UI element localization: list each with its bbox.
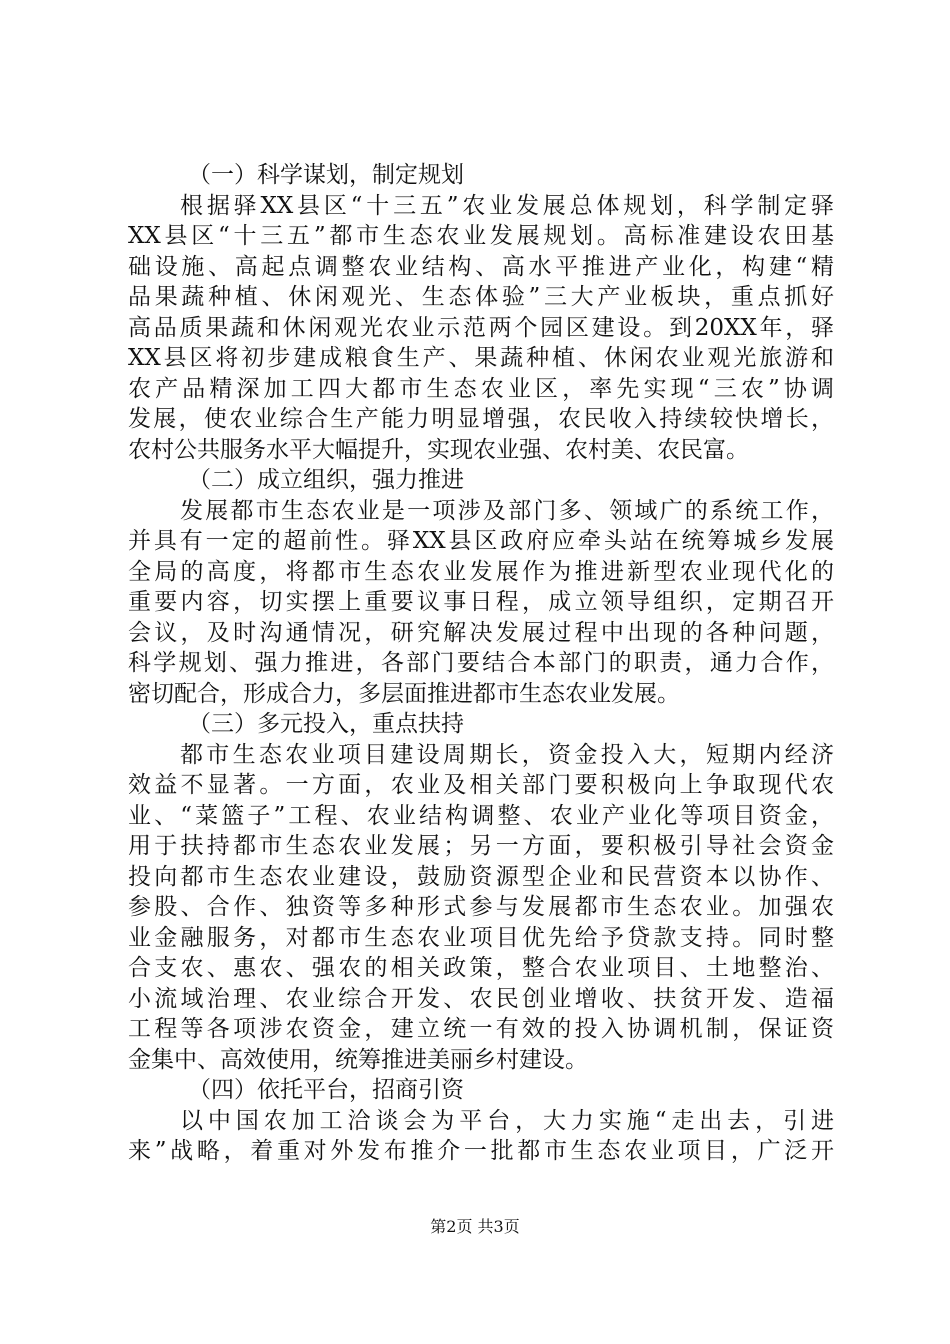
paragraph-line: 来”战略，着重对外发布推介一批都市生态农业项目，广泛开 [128,1138,834,1164]
paragraph-line: 密切配合，形成合力，多层面推进都市生态农业发展。 [128,680,680,707]
paragraph-line: 根据驿XX县区“十三五”农业发展总体规划，科学制定驿 [180,192,834,219]
section-heading: （二）成立组织，强力推进 [188,467,464,493]
paragraph-line: 参股、合作、独资等多种形式参与发展都市生态农业。加强农 [128,894,834,920]
paragraph-line: 础设施、高起点调整农业结构、高水平推进产业化，构建“精 [128,253,834,280]
paragraph-line: 效益不显著。一方面，农业及相关部门要积极向上争取现代农 [128,772,834,798]
paragraph-line: 小流域治理、农业综合开发、农民创业增收、扶贫开发、造福 [128,985,834,1012]
paragraph-line: XX县区将初步建成粮食生产、果蔬种植、休闲农业观光旅游和 [128,345,834,371]
document-body [128,160,834,1167]
section-heading: （四）依托平台，招商引资 [188,1077,464,1103]
paragraph-line: XX县区“十三五”都市生态农业发展规划。高标准建设农田基 [128,223,834,249]
paragraph-line: 并具有一定的超前性。驿XX县区政府应牵头站在统筹城乡发展 [128,528,834,554]
paragraph-line: 发展，使农业综合生产能力明显增强，农民收入持续较快增长， [128,406,834,432]
paragraph-line: 业、“菜篮子”工程、农业结构调整、农业产业化等项目资金， [128,802,834,829]
paragraph-line: 发展都市生态农业是一项涉及部门多、领域广的系统工作， [180,497,834,524]
paragraph-line: 合支农、惠农、强农的相关政策，整合农业项目、土地整治、 [128,955,834,981]
paragraph-line: 会议，及时沟通情况，研究解决发展过程中出现的各种问题， [128,619,834,646]
paragraph-line: 农村公共服务水平大幅提升，实现农业强、农村美、农民富。 [128,436,749,463]
paragraph-line: 全局的高度，将都市生态农业发展作为推进新型农业现代化的 [128,558,834,585]
page-footer: 第2页 共3页 [430,1217,520,1236]
section-heading: （三）多元投入，重点扶持 [188,711,464,737]
paragraph-line: 重要内容，切实摆上重要议事日程，成立领导组织，定期召开 [128,589,834,615]
paragraph-line: 以中国农加工洽谈会为平台，大力实施“走出去，引进 [180,1107,834,1134]
section-heading: （一）科学谋划，制定规划 [188,162,464,188]
paragraph-line: 都市生态农业项目建设周期长，资金投入大，短期内经济 [180,741,834,768]
paragraph-line: 科学规划、强力推进，各部门要结合本部门的职责，通力合作， [128,650,834,676]
paragraph-line: 农产品精深加工四大都市生态农业区，率先实现“三农”协调 [128,375,834,402]
paragraph-line: 投向都市生态农业建设，鼓励资源型企业和民营资本以协作、 [128,863,834,890]
paragraph-line: 工程等各项涉农资金，建立统一有效的投入协调机制，保证资 [128,1016,834,1042]
paragraph-line: 品果蔬种植、休闲观光、生态体验”三大产业板块，重点抓好 [128,284,834,310]
paragraph-line: 业金融服务，对都市生态农业项目优先给予贷款支持。同时整 [128,924,834,951]
paragraph-line: 金集中、高效使用，统筹推进美丽乡村建设。 [128,1046,588,1073]
paragraph-line: 高品质果蔬和休闲观光农业示范两个园区建设。到20XX年，驿 [128,314,834,341]
paragraph-line: 用于扶持都市生态农业发展；另一方面，要积极引导社会资金 [128,833,834,859]
